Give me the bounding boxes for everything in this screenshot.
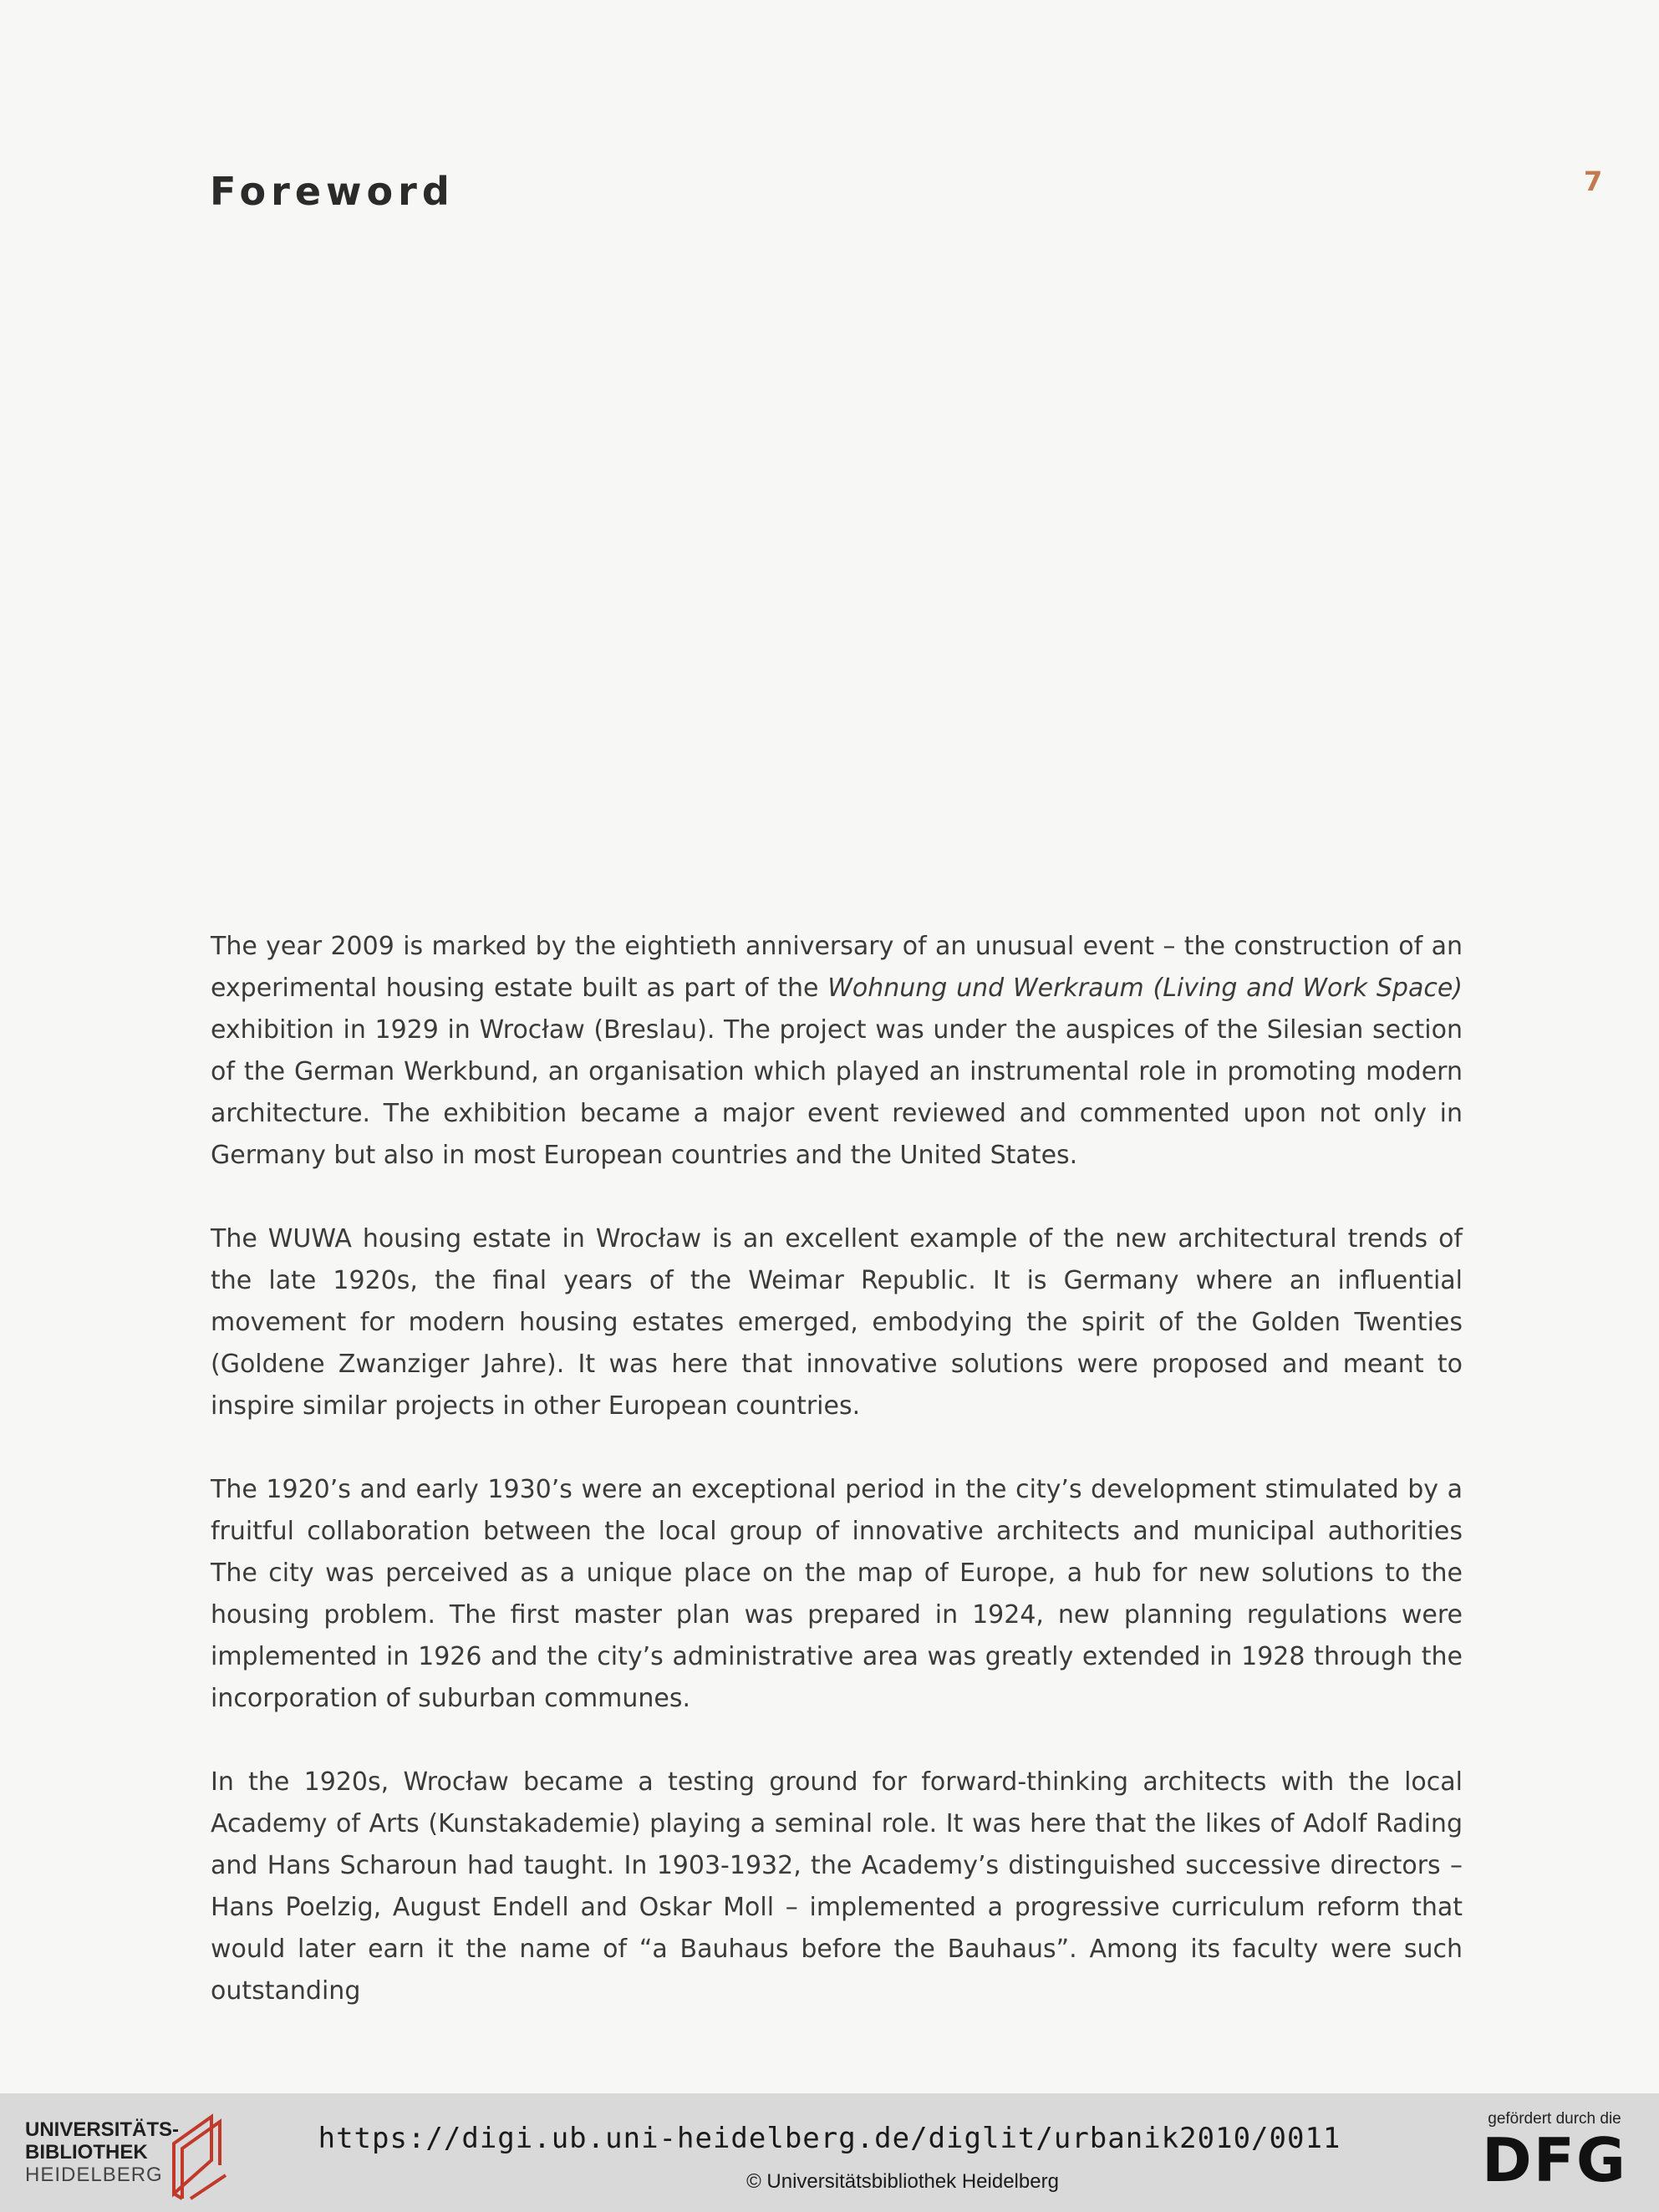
library-name-line-3: HEIDELBERG [25,2164,163,2186]
funding-note: gefördert durch die [1488,2110,1621,2128]
footer-bar [0,2093,1659,2212]
copyright-notice: © Universitätsbibliothek Heidelberg [746,2170,1059,2193]
paragraph-1-end: exhibition in 1929 in Wrocław (Breslau). The project was under the auspices of the Silesian section of the German Werkbund, an organisation which played an instrumental role in promoting modern architecture. The exhibition became a major event reviewed and commented upon not only in Germany but also in most European countries and the United States. [211,1015,1463,1170]
paragraph-1-start: The year 2009 is marked by the eightieth anniversary of an unusual event – the construction of an experimental housing estate built as part of the [211,932,1463,1003]
paragraph-4: In the 1920s, Wrocław became a testing ground for forward-thinking architects with the local Academy of Arts (Kunstakademie) playing a seminal role. It was here that the likes of Adolf Rading and Hans Scharoun had taught. In 1903-1932, the Academy’s distinguished successive directors – Hans Poelzig, August Endell and Oskar Moll – implemented a progressive curriculum reform that would later earn it the name of “a Bauhaus before the Bauhaus”. Among its faculty were such outstanding [211,1767,1463,2006]
dfg-logo-text: DFG [1481,2125,1628,2195]
paragraph-2: The WUWA housing estate in Wrocław is an excellent example of the new architectural trends of the late 1920s, the final years of the Weimar Republic. It is Germany where an influential movement for modern housing estates emerged, embodying the spirit of the Golden Twenties (Goldene Zwanziger Jahre). It was here that innovative solutions were proposed and meant to inspire similar projects in other European countries. [211,1224,1463,1421]
paragraph-1 [211,926,1463,1177]
body-text [211,926,1463,2012]
library-name-line-2: BIBLIOTHEK [25,2141,148,2164]
exhibition-title: Wohnung und Werkraum (Living and Work Space) [827,974,1463,1003]
paragraph-3: The 1920’s and early 1930’s were an exceptional period in the city’s development stimulated by a fruitful collaboration between the local group of innovative architects and municipal authorities The city was perceived as a unique place on the map of Europe, a hub for new solutions to the housing problem. The first master plan was prepared in 1924, new planning regulations were implemented in 1926 and the city’s administrative area was greatly extended in 1928 through the incorporation of suburban communes. [211,1475,1463,1713]
permalink-url[interactable]: https://digi.ub.uni-heidelberg.de/diglit/urbanik2010/0011 [318,2122,1341,2155]
dfg-logo[interactable] [1475,2110,1634,2195]
page-number: 7 [1584,165,1603,197]
library-name-line-1: UNIVERSITÄTS- [25,2118,180,2141]
page-title: Foreword [210,169,455,214]
